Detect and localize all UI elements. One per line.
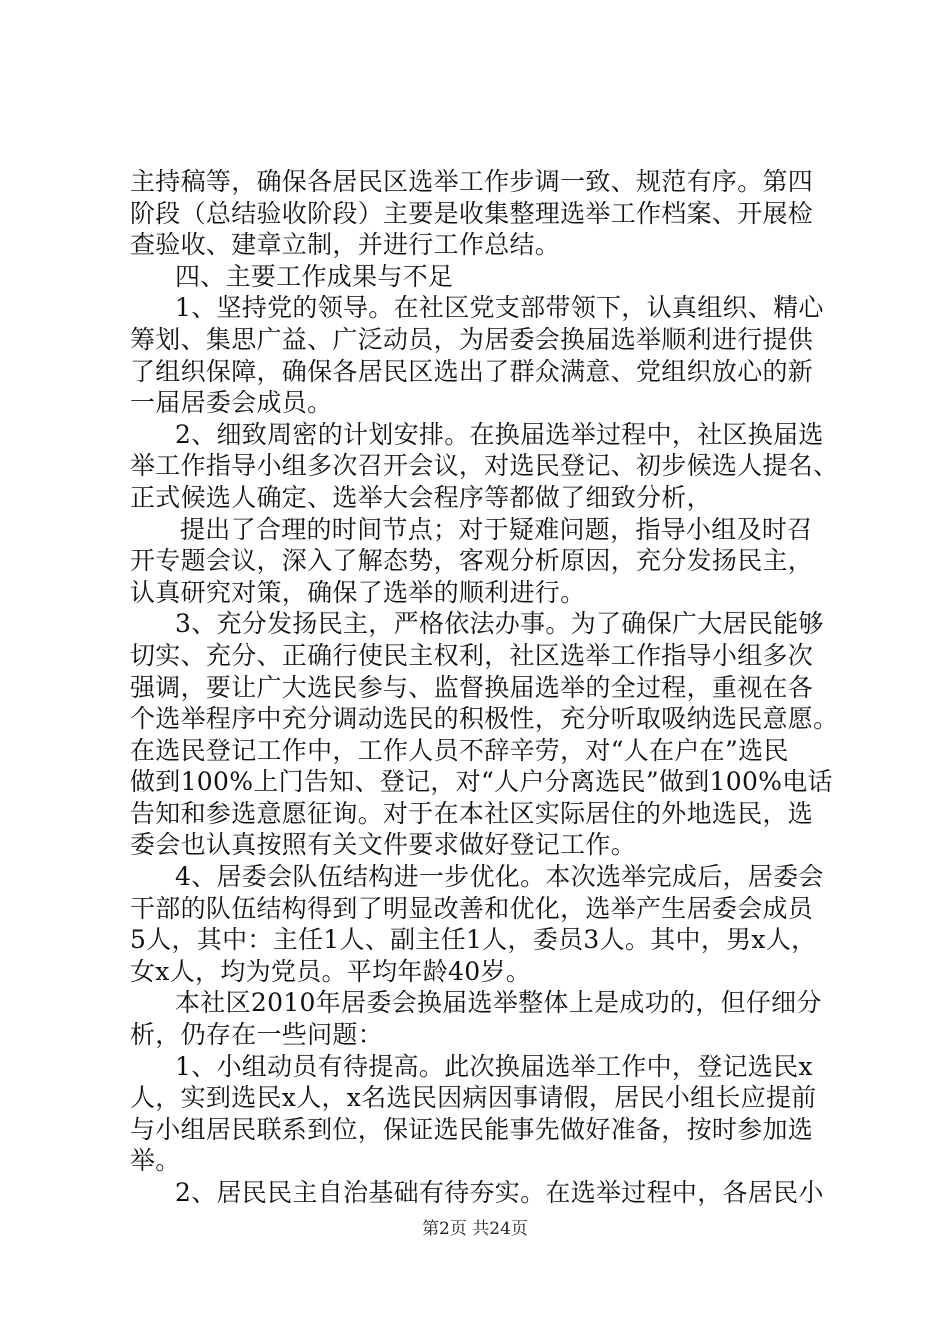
text-line: 与小组居民联系到位，保证选民能事先做好准备，按时参加选: [130, 1114, 814, 1144]
text-line: 筹划、集思广益、广泛动员，为居委会换届选举顺利进行提供: [130, 324, 814, 354]
text-line: 举工作指导小组多次召开会议，对选民登记、初步候选人提名、: [130, 451, 839, 481]
text-line: 本社区2010年居委会换届选举整体上是成功的，但仔细分: [175, 988, 822, 1018]
text-line: 1、小组动员有待提高。此次换届选举工作中，登记选民x: [175, 1051, 813, 1081]
text-line: 个选举程序中充分调动选民的积极性，充分听取吸纳选民意愿。: [130, 704, 839, 734]
text-line: 阶段（总结验收阶段）主要是收集整理选举工作档案、开展检: [130, 198, 814, 228]
text-line: 干部的队伍结构得到了明显改善和优化，选举产生居委会成员: [130, 893, 814, 923]
document-body: [130, 166, 839, 1209]
text-line: 主持稿等，确保各居民区选举工作步调一致、规范有序。第四: [130, 167, 814, 196]
text-line: 1、坚持党的领导。在社区党支部带领下，认真组织、精心: [175, 293, 824, 323]
text-line: 开专题会议，深入了解态势，客观分析原因，充分发扬民主，: [130, 546, 814, 576]
text-line: 查验收、建章立制，并进行工作总结。: [130, 230, 561, 260]
text-line: 人，实到选民x人，x名选民因病因事请假，居民小组长应提前: [130, 1083, 817, 1113]
text-line: 女x人，均为党员。平均年龄40岁。: [130, 956, 532, 986]
text-line: 5人，其中：主任1人、副主任1人，委员3人。其中，男x人，: [130, 925, 817, 955]
text-line: 认真研究对策，确保了选举的顺利进行。: [130, 577, 586, 607]
text-line: 4、居委会队伍结构进一步优化。本次选举完成后，居委会: [175, 862, 824, 892]
text-line: 提出了合理的时间节点；对于疑难问题，指导小组及时召: [180, 514, 813, 544]
text-line: 委会也认真按照有关文件要求做好登记工作。: [130, 830, 637, 860]
text-line: 正式候选人确定、选举大会程序等都做了细致分析，: [130, 482, 712, 512]
text-line: 析，仍存在一些问题：: [130, 1020, 384, 1050]
text-line: 举。: [130, 1146, 181, 1176]
text-line: 强调，要让广大选民参与、监督换届选举的全过程，重视在各: [130, 672, 814, 702]
text-line: 了组织保障，确保各居民区选出了群众满意、党组织放心的新: [130, 356, 814, 386]
text-line: 做到100%上门告知、登记，对“人户分离选民”做到100%电话: [130, 767, 833, 797]
text-line: 切实、充分、正确行使民主权利，社区选举工作指导小组多次: [130, 640, 814, 670]
text-line: 3、充分发扬民主，严格依法办事。为了确保广大居民能够: [175, 609, 824, 639]
text-line: 四、主要工作成果与不足: [175, 261, 454, 291]
page-footer: 第2页 共24页: [422, 1219, 528, 1239]
text-line: 一届居委会成员。: [130, 388, 333, 418]
text-line: 在选民登记工作中，工作人员不辞辛劳，对“人在户在”选民: [130, 735, 789, 765]
text-line: 告知和参选意愿征询。对于在本社区实际居住的外地选民，选: [130, 798, 814, 828]
text-line: 2、细致周密的计划安排。在换届选举过程中，社区换届选: [175, 419, 824, 449]
text-line: 2、居民民主自治基础有待夯实。在选举过程中，各居民小: [175, 1178, 824, 1207]
